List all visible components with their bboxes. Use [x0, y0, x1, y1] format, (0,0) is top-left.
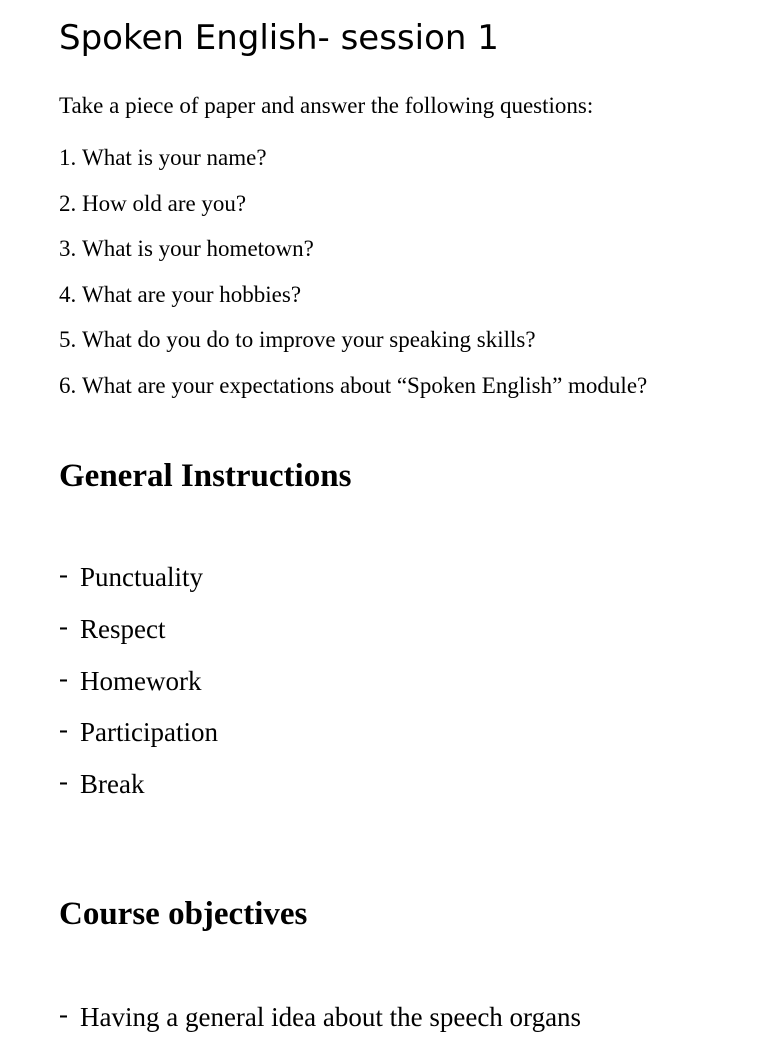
question-item [59, 281, 647, 327]
page-title: Spoken English- session 1 [59, 18, 499, 58]
question-number: 2. [59, 190, 77, 216]
objective-item [59, 1000, 581, 1052]
question-item [59, 326, 647, 372]
question-text: What is your hometown? [82, 236, 314, 262]
instruction-text: Participation [80, 717, 218, 748]
question-item [59, 144, 647, 190]
question-text: What is your name? [82, 145, 267, 170]
question-number: 6. [59, 372, 77, 398]
instruction-item [59, 715, 218, 767]
instruction-item [59, 767, 218, 819]
question-text: How old are you? [82, 190, 247, 216]
question-text: What are your hobbies? [82, 281, 302, 307]
instruction-item [59, 612, 218, 664]
course-objectives-list [59, 1000, 581, 1052]
dash-bullet: - [59, 999, 68, 1029]
question-number: 1. [59, 145, 77, 170]
question-text: What do you do to improve your speaking skills? [82, 327, 536, 353]
instruction-text: Respect [80, 613, 166, 644]
instruction-text: Homework [80, 665, 202, 696]
dash-bullet: - [59, 559, 68, 589]
dash-bullet: - [59, 610, 68, 641]
dash-bullet: - [59, 714, 68, 745]
question-text: What are your expectations about “Spoken English” module? [82, 372, 648, 398]
instruction-item [59, 664, 218, 716]
question-item [59, 235, 647, 281]
instruction-text: Break [80, 769, 145, 800]
dash-bullet: - [59, 662, 68, 693]
instruction-text: Punctuality [80, 562, 203, 592]
general-instructions-heading: General Instructions [59, 458, 352, 494]
question-list [59, 144, 647, 418]
objective-text: Having a general idea about the speech organs [80, 1002, 582, 1032]
question-number: 3. [59, 236, 77, 262]
dash-bullet: - [59, 766, 68, 797]
question-number: 4. [59, 281, 77, 307]
general-instructions-list [59, 560, 218, 819]
instruction-item [59, 560, 218, 612]
intro-text: Take a piece of paper and answer the following questions: [59, 93, 594, 118]
question-number: 5. [59, 327, 77, 353]
question-item [59, 190, 647, 236]
course-objectives-heading: Course objectives [59, 896, 308, 932]
question-item [59, 372, 647, 418]
